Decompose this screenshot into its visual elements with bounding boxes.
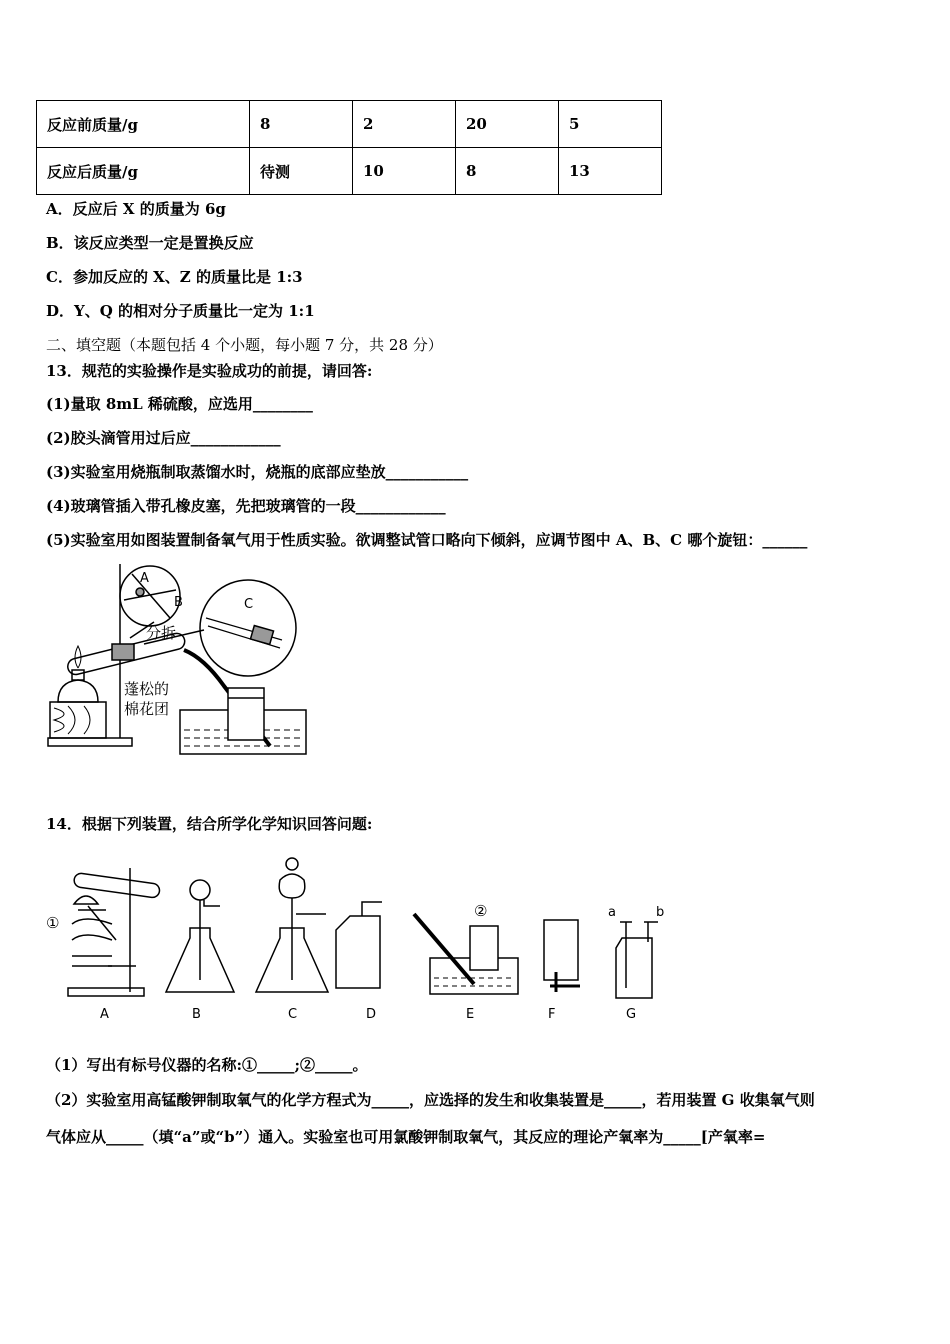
apparatus-label-c: C xyxy=(288,1007,298,1022)
q13-item-3: (3)实验室用烧瓶制取蒸馏水时，烧瓶的底部应垫放___________ xyxy=(46,463,469,481)
gas-bottle xyxy=(228,688,264,740)
section-heading: 二、填空题（本题包括 4 个小题，每小题 7 分，共 28 分） xyxy=(46,336,443,354)
label-cotton-2: 棉花团 xyxy=(124,700,170,718)
mark-b: b xyxy=(656,905,665,920)
q14-item-1: （1）写出有标号仪器的名称:①_____;②_____。 xyxy=(46,1056,368,1074)
q13-item-5: (5)实验室用如图装置制备氧气用于性质实验。欲调整试管口略向下倾斜，应调节图中 A、B、C 哪个旋钮：______ xyxy=(46,531,808,549)
alcohol-lamp xyxy=(58,680,98,702)
mark-2: ② xyxy=(474,902,488,920)
label-zoom: 分拆 xyxy=(146,624,177,642)
option-b: B．该反应类型一定是置换反应 xyxy=(46,234,254,252)
table-cell: 10 xyxy=(353,148,456,195)
label-a: A xyxy=(140,571,149,586)
option-d: D．Y、Q 的相对分子质量比一定为 1:1 xyxy=(46,302,315,320)
apparatus-e-bottle xyxy=(470,926,498,970)
table-cell: 8 xyxy=(456,148,559,195)
table-cell: 8 xyxy=(250,101,353,148)
q14-item-2-line-2: 气体应从_____（填“a”或“b”）通入。实验室也可用氯酸钾制取氧气，其反应的理论产氧率为_____[产氧率= xyxy=(46,1128,766,1146)
table-cell: 待测 xyxy=(250,148,353,195)
label-cotton-1: 蓬松的 xyxy=(124,680,170,698)
option-a: A．反应后 X 的质量为 6g xyxy=(46,200,226,218)
q14-title: 14．根据下列装置，结合所学化学知识回答问题: xyxy=(46,815,373,833)
label-b: B xyxy=(174,595,183,610)
apparatus-d-bottle xyxy=(336,902,382,988)
table-cell: 20 xyxy=(456,101,559,148)
apparatus-row-figure xyxy=(44,850,684,1030)
apparatus-label-e: E xyxy=(466,1007,475,1022)
apparatus-a-burner xyxy=(72,896,112,966)
table-cell: 13 xyxy=(559,148,662,195)
q13-item-2: (2)胶头滴管用过后应____________ xyxy=(46,429,281,447)
apparatus-label-d: D xyxy=(366,1007,377,1022)
apparatus-label-a: A xyxy=(100,1007,109,1022)
option-c: C．参加反应的 X、Z 的质量比是 1:3 xyxy=(46,268,303,286)
table-cell: 2 xyxy=(353,101,456,148)
mark-1: ① xyxy=(46,914,60,932)
table-cell: 5 xyxy=(559,101,662,148)
q14-item-2-line-1: （2）实验室用高锰酸钾制取氧气的化学方程式为_____，应选择的发生和收集装置是_____，若用装置 G 收集氧气则 xyxy=(46,1091,815,1109)
apparatus-g-bottle xyxy=(616,938,652,998)
table-row xyxy=(37,148,662,195)
apparatus-b-funnel xyxy=(190,880,210,900)
mass-table xyxy=(36,100,662,195)
zoom-circle-ab xyxy=(120,566,180,626)
apparatus-label-f: F xyxy=(548,1007,556,1022)
q13-title: 13．规范的实验操作是实验成功的前提，请回答: xyxy=(46,362,373,380)
label-c: C xyxy=(244,597,254,612)
apparatus-label-g: G xyxy=(626,1007,637,1022)
table-row xyxy=(37,101,662,148)
q13-item-4: (4)玻璃管插入带孔橡皮塞，先把玻璃管的一段____________ xyxy=(46,497,446,515)
stand-base xyxy=(48,738,132,746)
mark-a: a xyxy=(608,905,616,920)
table-row-label: 反应前质量/g xyxy=(37,101,250,148)
oxygen-apparatus-figure xyxy=(44,560,314,760)
q13-item-1: (1)量取 8mL 稀硫酸，应选用________ xyxy=(46,395,313,413)
apparatus-a-tube xyxy=(73,872,160,898)
clamp xyxy=(112,644,134,660)
apparatus-label-b: B xyxy=(192,1007,201,1022)
apparatus-c-funnel xyxy=(279,874,305,898)
table-row-label: 反应后质量/g xyxy=(37,148,250,195)
wood-block xyxy=(50,702,106,738)
apparatus-f-bottle xyxy=(544,920,578,980)
